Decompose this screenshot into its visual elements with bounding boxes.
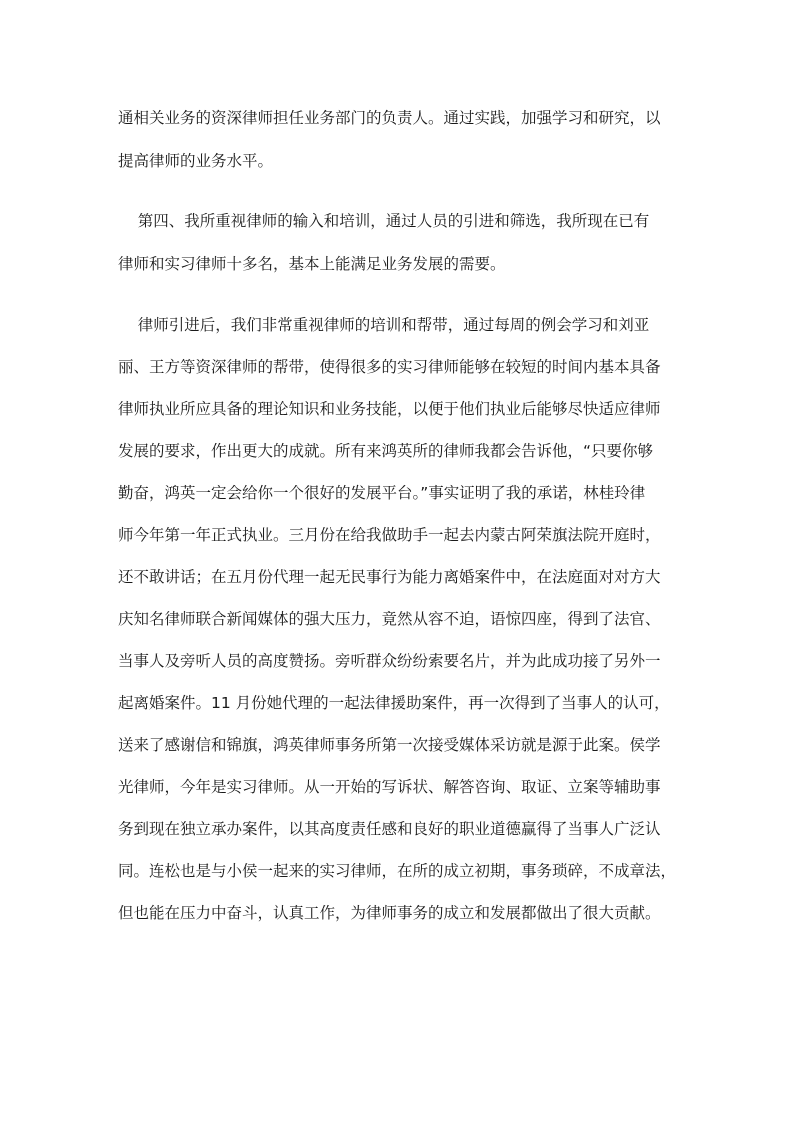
- paragraph-2-line-2: 律师和实习律师十多名，基本上能满足业务发展的需要。: [118, 255, 506, 273]
- paragraph-1-line-2: 提高律师的业务水平。: [118, 152, 274, 170]
- paragraph-3-line-13: 务到现在独立承办案件，以其高度责任感和良好的职业道德赢得了当事人广泛认: [118, 820, 661, 838]
- paragraph-3-line-15: 但也能在压力中奋斗，认真工作，为律师事务的成立和发展都做出了很大贡献。: [118, 904, 661, 922]
- paragraph-3-line-12: 光律师，今年是实习律师。从一开始的写诉状、解答咨询、取证、立案等辅助事: [118, 778, 661, 796]
- paragraph-3-line-5: 勤奋，鸿英一定会给你一个很好的发展平台。”事实证明了我的承诺，林桂玲律: [118, 484, 646, 502]
- paragraph-3-line-10: 起离婚案件。11 月份她代理的一起法律援助案件，再一次得到了当事人的认可，: [118, 694, 670, 712]
- paragraph-3-line-4: 发展的要求，作出更大的成就。所有来鸿英所的律师我都会告诉他，“只要你够: [118, 442, 654, 460]
- paragraph-3-line-1: 律师引进后，我们非常重视律师的培训和帮带，通过每周的例会学习和刘亚: [118, 316, 650, 334]
- paragraph-3-line-2: 丽、王方等资深律师的帮带，使得很多的实习律师能够在较短的时间内基本具备: [118, 358, 661, 376]
- paragraph-2-line-1: 第四、我所重视律师的输入和培训，通过人员的引进和筛选，我所现在已有: [118, 212, 650, 230]
- paragraph-3-line-3: 律师执业所应具备的理论知识和业务技能，以便于他们执业后能够尽快适应律师: [118, 400, 661, 418]
- paragraph-3-line-11: 送来了感谢信和锦旗，鸿英律师事务所第一次接受媒体采访就是源于此案。侯学: [118, 736, 661, 754]
- paragraph-3-line-6: 师今年第一年正式执业。三月份在给我做助手一起去内蒙古阿荣旗法院开庭时，: [118, 526, 661, 544]
- paragraph-3-line-8: 庆知名律师联合新闻媒体的强大压力，竟然从容不迫，语惊四座，得到了法官、: [118, 610, 661, 628]
- paragraph-3-line-14: 同。连松也是与小侯一起来的实习律师，在所的成立初期，事务琐碎，不成章法，: [118, 862, 677, 880]
- paragraph-1-line-1: 通相关业务的资深律师担任业务部门的负责人。通过实践，加强学习和研究，以: [118, 109, 661, 127]
- paragraph-3-line-7: 还不敢讲话；在五月份代理一起无民事行为能力离婚案件中，在法庭面对对方大: [118, 568, 661, 586]
- paragraph-3-line-9: 当事人及旁听人员的高度赞扬。旁听群众纷纷索要名片，并为此成功接了另外一: [118, 652, 661, 670]
